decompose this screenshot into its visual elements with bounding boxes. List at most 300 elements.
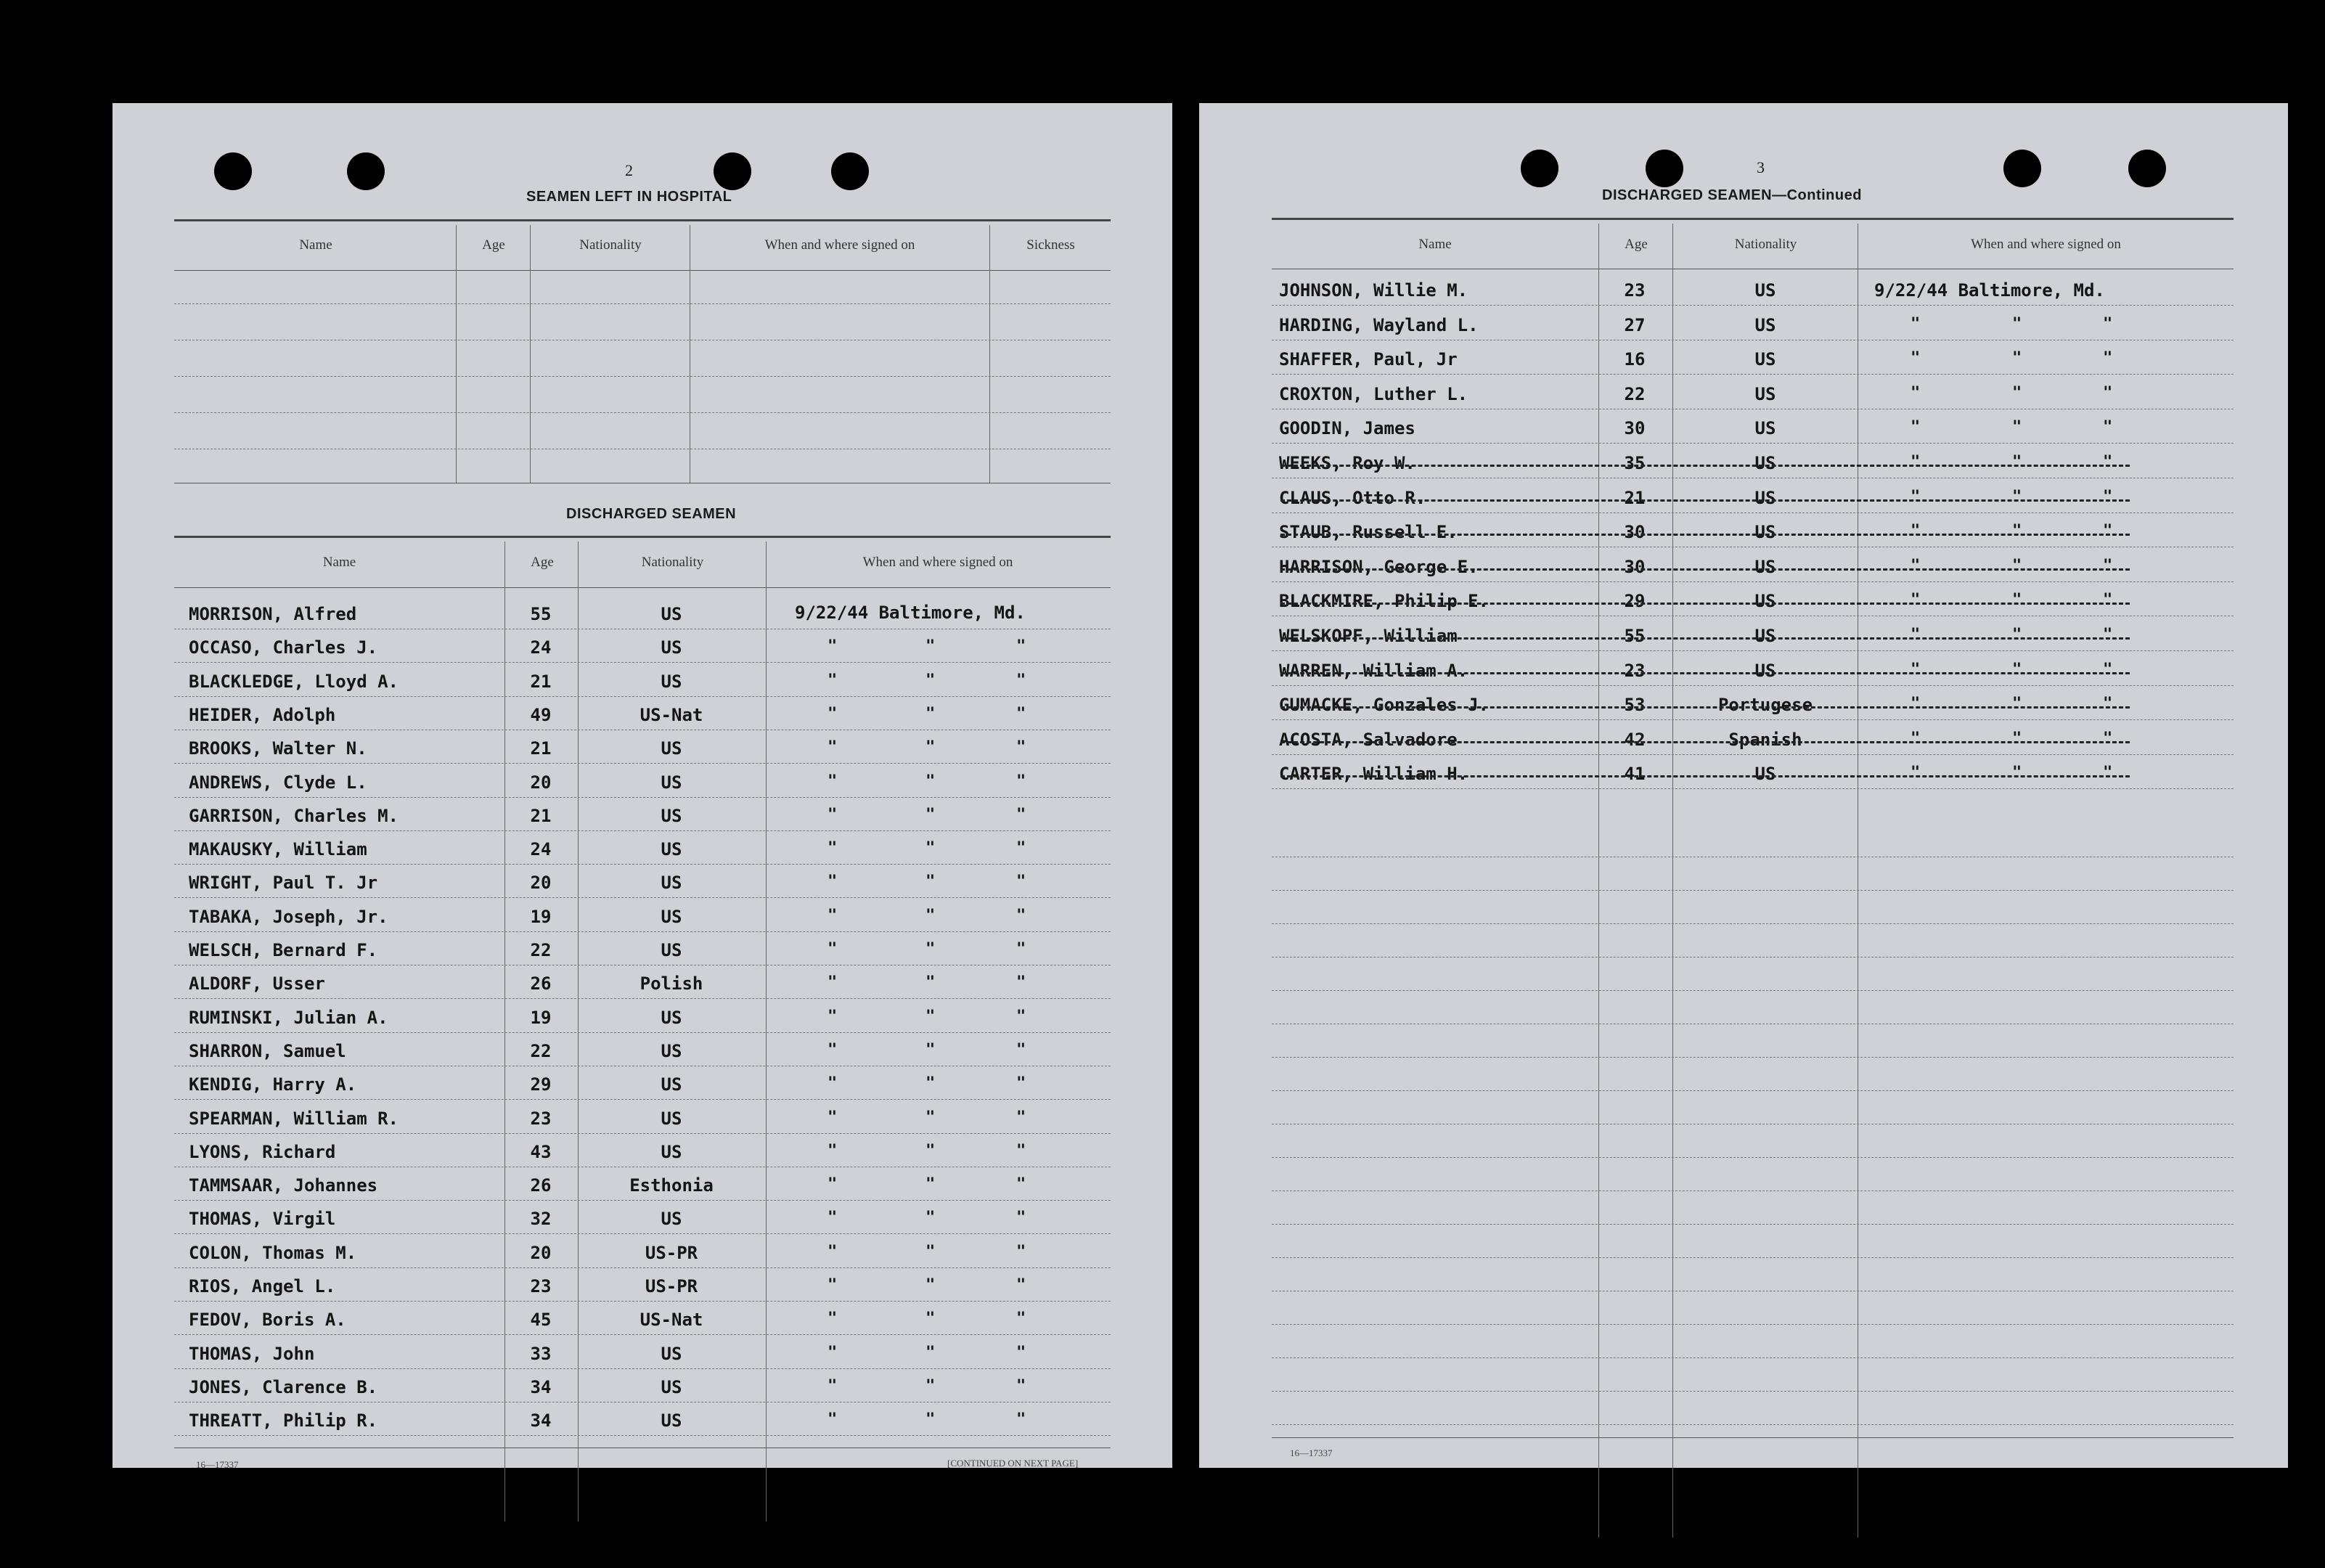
- seaman-age: 20: [530, 1243, 552, 1263]
- seaman-nationality: Portugese: [1717, 695, 1813, 715]
- ditto-mark: ": [828, 1041, 838, 1059]
- seaman-age: 24: [530, 637, 552, 658]
- seaman-nationality: US-PR: [645, 1276, 698, 1297]
- row-rule: [174, 864, 1111, 865]
- ditto-mark: ": [2012, 488, 2022, 506]
- ditto-mark: ": [828, 1344, 838, 1362]
- row-rule: [1272, 719, 2234, 720]
- seaman-age: 20: [530, 772, 552, 793]
- punch-hole: [714, 152, 751, 190]
- ditto-mark: ": [925, 1310, 936, 1328]
- ditto-mark: ": [2012, 591, 2022, 609]
- ditto-mark: ": [1911, 522, 1921, 540]
- ditto-mark: ": [2012, 764, 2022, 782]
- col-header-sickness: Sickness: [1026, 237, 1075, 253]
- seaman-age: 26: [530, 1175, 552, 1196]
- seaman-nationality: Spanish: [1728, 730, 1802, 750]
- ditto-mark: ": [1911, 695, 1921, 713]
- seaman-age: 30: [1624, 557, 1646, 577]
- ditto-mark: ": [925, 1041, 936, 1059]
- strikethrough-line: [1280, 603, 2130, 605]
- ditto-mark: ": [2012, 384, 2022, 402]
- strikethrough-line: [1280, 741, 2130, 743]
- punch-hole: [1521, 150, 1558, 187]
- seaman-name: THOMAS, John: [189, 1344, 315, 1364]
- seaman-age: 34: [530, 1410, 552, 1431]
- seaman-name: WELSKOPF, William: [1279, 626, 1458, 646]
- seaman-nationality: US: [1754, 557, 1776, 577]
- ditto-mark: ": [1016, 705, 1026, 723]
- blank-row-rule: [1272, 1391, 2234, 1392]
- seaman-name: LYONS, Richard: [189, 1142, 336, 1162]
- seaman-age: 23: [1624, 661, 1646, 681]
- ditto-mark: ": [1016, 940, 1026, 958]
- strikethrough-line: [1280, 568, 2130, 571]
- ditto-mark: ": [925, 671, 936, 690]
- row-rule: [174, 931, 1111, 932]
- ditto-mark: ": [828, 1108, 838, 1127]
- ditto-mark: ": [1016, 839, 1026, 857]
- ditto-mark: ": [925, 973, 936, 992]
- seaman-age: 30: [1624, 418, 1646, 438]
- row-rule: [174, 1267, 1111, 1268]
- ditto-mark: ": [1016, 738, 1026, 756]
- seaman-name: WARREN, William A.: [1279, 661, 1468, 681]
- seaman-name: MAKAUSKY, William: [189, 839, 367, 859]
- form-number: 16—17337: [196, 1459, 239, 1470]
- ditto-mark: ": [1911, 661, 1921, 679]
- ditto-mark: ": [828, 806, 838, 824]
- seaman-age: 34: [530, 1377, 552, 1397]
- ditto-mark: ": [925, 839, 936, 857]
- row-rule: [174, 1368, 1111, 1369]
- seaman-name: HARRISON, George E.: [1279, 557, 1479, 577]
- seaman-age: 42: [1624, 730, 1646, 750]
- seaman-age: 23: [530, 1108, 552, 1129]
- seaman-name: FEDOV, Boris A.: [189, 1310, 346, 1330]
- seaman-nationality: US: [1754, 591, 1776, 611]
- form-number: 16—17337: [1290, 1447, 1333, 1458]
- seaman-nationality: US-PR: [645, 1243, 698, 1263]
- seaman-nationality: US: [661, 1377, 682, 1397]
- row-rule: [1272, 788, 2234, 789]
- ditto-mark: ": [1911, 315, 1921, 333]
- punch-hole: [1646, 150, 1683, 187]
- ditto-mark: ": [2012, 695, 2022, 713]
- ditto-mark: ": [925, 637, 936, 656]
- seaman-name: CROXTON, Luther L.: [1279, 384, 1468, 404]
- seaman-name: OCCASO, Charles J.: [189, 637, 378, 658]
- ditto-mark: ": [2103, 557, 2113, 575]
- right-page: [1199, 103, 2288, 1468]
- row-rule: [174, 1233, 1111, 1234]
- ditto-mark: ": [925, 1074, 936, 1093]
- seaman-nationality: US: [661, 1041, 682, 1061]
- seaman-nationality: US: [661, 671, 682, 692]
- col-header-nationality: Nationality: [641, 555, 704, 570]
- signed-on: 9/22/44 Baltimore, Md.: [795, 603, 1026, 623]
- ditto-mark: ": [1016, 1377, 1026, 1395]
- ditto-mark: ": [1016, 772, 1026, 791]
- ditto-mark: ": [1911, 453, 1921, 471]
- ditto-mark: ": [828, 637, 838, 656]
- ditto-mark: ": [925, 1243, 936, 1261]
- ditto-mark: ": [828, 1243, 838, 1261]
- strikethrough-line: [1280, 706, 2130, 709]
- seaman-age: 22: [530, 940, 552, 960]
- seaman-nationality: US: [661, 1344, 682, 1364]
- ditto-mark: ": [828, 907, 838, 925]
- seaman-name: BLACKLEDGE, Lloyd A.: [189, 671, 399, 692]
- ditto-mark: ": [1911, 349, 1921, 367]
- seaman-name: BROOKS, Walter N.: [189, 738, 367, 759]
- signed-on: 9/22/44 Baltimore, Md.: [1874, 280, 2105, 301]
- blank-row-rule: [1272, 990, 2234, 991]
- seaman-nationality: US: [1754, 522, 1776, 542]
- blank-row-rule: [1272, 1090, 2234, 1091]
- blank-row-rule: [1272, 890, 2234, 891]
- strikethrough-line: [1280, 499, 2130, 502]
- ditto-mark: ": [925, 1377, 936, 1395]
- ditto-mark: ": [2103, 626, 2113, 644]
- seaman-nationality: US: [1754, 661, 1776, 681]
- ditto-mark: ": [828, 671, 838, 690]
- ditto-mark: ": [2103, 453, 2113, 471]
- ditto-mark: ": [2103, 349, 2113, 367]
- seaman-name: WRIGHT, Paul T. Jr: [189, 873, 378, 893]
- seaman-nationality: US: [661, 1209, 682, 1229]
- ditto-mark: ": [1016, 1209, 1026, 1227]
- ditto-mark: ": [1016, 671, 1026, 690]
- seaman-nationality: US: [661, 907, 682, 927]
- punch-hole: [2003, 150, 2041, 187]
- blank-row-rule: [1272, 1257, 2234, 1258]
- seaman-nationality: US: [1754, 315, 1776, 335]
- ditto-mark: ": [828, 1074, 838, 1093]
- ditto-mark: ": [925, 873, 936, 891]
- seaman-age: 41: [1624, 764, 1646, 784]
- seaman-name: RUMINSKI, Julian A.: [189, 1008, 388, 1028]
- seaman-nationality: US: [661, 940, 682, 960]
- ditto-mark: ": [828, 1175, 838, 1193]
- ditto-mark: ": [2012, 418, 2022, 436]
- seaman-age: 16: [1624, 349, 1646, 369]
- ditto-mark: ": [925, 940, 936, 958]
- ditto-mark: ": [1911, 384, 1921, 402]
- blank-row-rule: [1272, 923, 2234, 924]
- seaman-name: GUMACKE, Gonzales J.: [1279, 695, 1489, 715]
- punch-hole: [831, 152, 869, 190]
- ditto-mark: ": [2012, 626, 2022, 644]
- seaman-nationality: US: [1754, 349, 1776, 369]
- seaman-name: MORRISON, Alfred: [189, 604, 357, 624]
- ditto-mark: ": [1016, 1310, 1026, 1328]
- seaman-nationality: US: [1754, 453, 1776, 473]
- blank-row-rule: [1272, 1424, 2234, 1425]
- ditto-mark: ": [1911, 626, 1921, 644]
- seaman-age: 21: [1624, 488, 1646, 508]
- row-rule: [174, 797, 1111, 798]
- seaman-age: 29: [1624, 591, 1646, 611]
- ditto-mark: ": [1016, 1410, 1026, 1429]
- seaman-name: CLAUS, Otto R.: [1279, 488, 1426, 508]
- seaman-nationality: US: [661, 1142, 682, 1162]
- seaman-name: COLON, Thomas M.: [189, 1243, 357, 1263]
- ditto-mark: ": [1016, 907, 1026, 925]
- row-rule: [174, 1133, 1111, 1134]
- seaman-nationality: US: [661, 738, 682, 759]
- strikethrough-line: [1280, 637, 2130, 640]
- ditto-mark: ": [828, 1410, 838, 1429]
- seaman-name: THREATT, Philip R.: [189, 1410, 378, 1431]
- seaman-age: 22: [1624, 384, 1646, 404]
- seaman-nationality: Polish: [640, 973, 703, 994]
- ditto-mark: ": [925, 806, 936, 824]
- seaman-age: 27: [1624, 315, 1646, 335]
- seaman-nationality: US: [661, 1074, 682, 1095]
- seaman-nationality: US: [1754, 418, 1776, 438]
- ditto-mark: ": [828, 772, 838, 791]
- ditto-mark: ": [1016, 806, 1026, 824]
- ditto-mark: ": [2012, 349, 2022, 367]
- ditto-mark: ": [1016, 1175, 1026, 1193]
- ditto-mark: ": [925, 1276, 936, 1294]
- ditto-mark: ": [1911, 418, 1921, 436]
- seaman-name: RIOS, Angel L.: [189, 1276, 336, 1297]
- seaman-name: TAMMSAAR, Johannes: [189, 1175, 378, 1196]
- ditto-mark: ": [1911, 764, 1921, 782]
- ditto-mark: ": [925, 907, 936, 925]
- seaman-age: 22: [530, 1041, 552, 1061]
- seaman-age: 23: [530, 1276, 552, 1297]
- ditto-mark: ": [828, 940, 838, 958]
- ditto-mark: ": [925, 1175, 936, 1193]
- seaman-age: 32: [530, 1209, 552, 1229]
- row-rule: [1272, 650, 2234, 651]
- seaman-age: 26: [530, 973, 552, 994]
- ditto-mark: ": [828, 1008, 838, 1026]
- hospital-section-title: SEAMEN LEFT IN HOSPITAL: [526, 189, 732, 205]
- ditto-mark: ": [2012, 730, 2022, 748]
- row-rule: [1272, 754, 2234, 755]
- punch-hole: [347, 152, 385, 190]
- ditto-mark: ": [1016, 1276, 1026, 1294]
- seaman-age: 45: [530, 1310, 552, 1330]
- ditto-mark: ": [2103, 695, 2113, 713]
- seaman-name: GARRISON, Charles M.: [189, 806, 399, 826]
- row-rule: [1272, 581, 2234, 582]
- seaman-name: ALDORF, Usser: [189, 973, 325, 994]
- seaman-name: WEEKS, Roy W.: [1279, 453, 1415, 473]
- discharged-continued-title: DISCHARGED SEAMEN—Continued: [1602, 187, 1862, 203]
- row-rule: [174, 1032, 1111, 1033]
- ditto-mark: ": [828, 839, 838, 857]
- seaman-name: ACOSTA, Salvadore: [1279, 730, 1458, 750]
- ditto-mark: ": [828, 1377, 838, 1395]
- punch-hole: [214, 152, 252, 190]
- ditto-mark: ": [2103, 522, 2113, 540]
- seaman-nationality: US: [661, 806, 682, 826]
- ditto-mark: ": [828, 1310, 838, 1328]
- ditto-mark: ": [1016, 1041, 1026, 1059]
- seaman-age: 21: [530, 806, 552, 826]
- seaman-age: 43: [530, 1142, 552, 1162]
- ditto-mark: ": [2012, 661, 2022, 679]
- ditto-mark: ": [925, 1410, 936, 1429]
- seaman-name: STAUB, Russell E.: [1279, 522, 1458, 542]
- strikethrough-line: [1280, 534, 2130, 536]
- col-header-name: Name: [299, 237, 332, 253]
- strikethrough-line: [1280, 775, 2130, 777]
- seaman-name: WELSCH, Bernard F.: [189, 940, 378, 960]
- col-header-name: Name: [1418, 237, 1452, 252]
- ditto-mark: ": [1911, 488, 1921, 506]
- blank-row-rule: [1272, 1057, 2234, 1058]
- ditto-mark: ": [925, 705, 936, 723]
- ditto-mark: ": [828, 873, 838, 891]
- ditto-mark: ": [925, 1344, 936, 1362]
- row-rule: [1272, 374, 2234, 375]
- ditto-mark: ": [1911, 730, 1921, 748]
- blank-row-rule: [1272, 1324, 2234, 1325]
- seaman-name: ANDREWS, Clyde L.: [189, 772, 367, 793]
- seaman-age: 55: [530, 604, 552, 624]
- ditto-mark: ": [828, 973, 838, 992]
- seaman-name: KENDIG, Harry A.: [189, 1074, 357, 1095]
- ditto-mark: ": [925, 1209, 936, 1227]
- seaman-name: GOODIN, James: [1279, 418, 1415, 438]
- seaman-age: 33: [530, 1344, 552, 1364]
- seaman-nationality: US: [661, 604, 682, 624]
- seaman-name: BLACKMIRE, Philip E.: [1279, 591, 1489, 611]
- ditto-mark: ": [1016, 973, 1026, 992]
- seaman-age: 19: [530, 907, 552, 927]
- seaman-age: 55: [1624, 626, 1646, 646]
- seaman-name: SPEARMAN, William R.: [189, 1108, 399, 1129]
- strikethrough-line: [1280, 465, 2130, 467]
- blank-row-rule: [1272, 1157, 2234, 1158]
- ditto-mark: ": [828, 1142, 838, 1160]
- punch-hole: [2128, 150, 2166, 187]
- row-rule: [1272, 443, 2234, 444]
- seaman-name: SHAFFER, Paul, Jr: [1279, 349, 1458, 369]
- seaman-nationality: US: [661, 637, 682, 658]
- page-number: 3: [1757, 158, 1765, 176]
- ditto-mark: ": [925, 1108, 936, 1127]
- ditto-mark: ": [2103, 315, 2113, 333]
- ditto-mark: ": [925, 1142, 936, 1160]
- seaman-nationality: US: [1754, 626, 1776, 646]
- seaman-name: CARTER, William H.: [1279, 764, 1468, 784]
- seaman-name: HARDING, Wayland L.: [1279, 315, 1479, 335]
- row-rule: [1272, 685, 2234, 686]
- seaman-age: 19: [530, 1008, 552, 1028]
- row-rule: [174, 696, 1111, 697]
- ditto-mark: ": [1016, 1344, 1026, 1362]
- ditto-mark: ": [828, 1209, 838, 1227]
- row-rule: [174, 830, 1111, 831]
- row-rule: [174, 998, 1111, 999]
- seaman-age: 29: [530, 1074, 552, 1095]
- row-rule: [1272, 305, 2234, 306]
- seaman-name: TABAKA, Joseph, Jr.: [189, 907, 388, 927]
- seaman-nationality: US: [661, 1410, 682, 1431]
- seaman-nationality: US: [1754, 488, 1776, 508]
- ditto-mark: ": [1016, 1074, 1026, 1093]
- ditto-mark: ": [2103, 764, 2113, 782]
- left-page: [113, 103, 1172, 1468]
- seaman-age: 23: [1624, 280, 1646, 301]
- row-rule: [174, 662, 1111, 663]
- ditto-mark: ": [1911, 591, 1921, 609]
- row-rule: [174, 1099, 1111, 1100]
- ditto-mark: ": [2103, 384, 2113, 402]
- seaman-name: JOHNSON, Willie M.: [1279, 280, 1468, 301]
- seaman-age: 30: [1624, 522, 1646, 542]
- ditto-mark: ": [828, 1276, 838, 1294]
- row-rule: [174, 1435, 1111, 1436]
- seaman-age: 20: [530, 873, 552, 893]
- row-rule: [174, 897, 1111, 898]
- ditto-mark: ": [828, 705, 838, 723]
- ditto-mark: ": [2012, 453, 2022, 471]
- seaman-nationality: US: [661, 772, 682, 793]
- ditto-mark: ": [925, 1008, 936, 1026]
- ditto-mark: ": [2012, 557, 2022, 575]
- ditto-mark: ": [828, 738, 838, 756]
- ditto-mark: ": [2103, 418, 2113, 436]
- discharged-section-title: DISCHARGED SEAMEN: [566, 506, 737, 522]
- col-header-age: Age: [1625, 237, 1648, 252]
- ditto-mark: ": [2103, 591, 2113, 609]
- seaman-age: 24: [530, 839, 552, 859]
- col-header-name: Name: [322, 555, 356, 570]
- seaman-nationality: US: [1754, 764, 1776, 784]
- col-header-nationality: Nationality: [1734, 237, 1797, 252]
- ditto-mark: ": [1016, 1243, 1026, 1261]
- seaman-nationality: US: [1754, 280, 1776, 301]
- seaman-nationality: US-Nat: [640, 1310, 703, 1330]
- seaman-nationality: Esthonia: [629, 1175, 714, 1196]
- ditto-mark: ": [1016, 1142, 1026, 1160]
- ditto-mark: ": [1016, 637, 1026, 656]
- row-rule: [174, 1301, 1111, 1302]
- seaman-nationality: US: [1754, 384, 1776, 404]
- seaman-nationality: US-Nat: [640, 705, 703, 725]
- col-header-nationality: Nationality: [579, 237, 642, 253]
- ditto-mark: ": [2103, 488, 2113, 506]
- ditto-mark: ": [2103, 730, 2113, 748]
- seaman-name: HEIDER, Adolph: [189, 705, 336, 725]
- seaman-nationality: US: [661, 839, 682, 859]
- page-number: 2: [625, 161, 633, 179]
- ditto-mark: ": [2012, 522, 2022, 540]
- seaman-age: 49: [530, 705, 552, 725]
- ditto-mark: ": [1016, 1108, 1026, 1127]
- seaman-nationality: US: [661, 1008, 682, 1028]
- seaman-age: 35: [1624, 453, 1646, 473]
- col-header-age: Age: [531, 555, 554, 570]
- ditto-mark: ": [1016, 873, 1026, 891]
- seaman-age: 21: [530, 738, 552, 759]
- row-rule: [174, 763, 1111, 764]
- ditto-mark: ": [925, 738, 936, 756]
- row-rule: [174, 1200, 1111, 1201]
- blank-row-rule: [1272, 1224, 2234, 1225]
- seaman-age: 53: [1624, 695, 1646, 715]
- continued-note: [CONTINUED ON NEXT PAGE]: [947, 1458, 1079, 1469]
- ditto-mark: ": [1911, 557, 1921, 575]
